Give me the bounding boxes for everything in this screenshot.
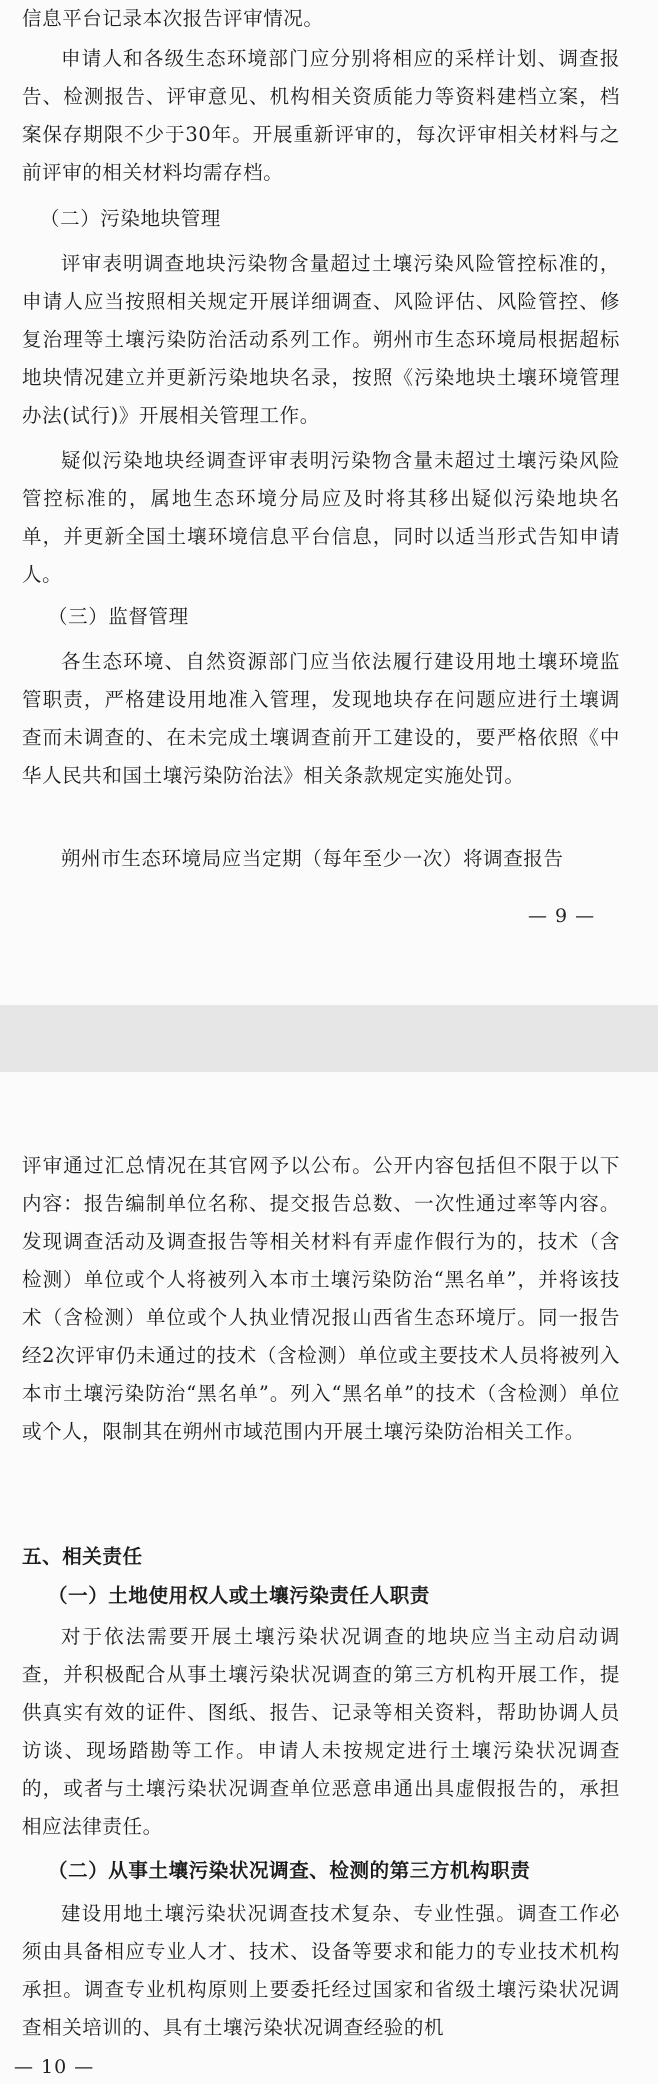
document-page-9	[0, 0, 658, 1005]
paragraph-responsibility-1: 对于依法需要开展土壤污染状况调查的地块应当主动启动调查，并积极配合从事土壤污染状况调查的第三方机构开展工作，提供真实有效的证件、图纸、报告、记录等相关资料，帮助协调人员访谈、现场踏勘等工作。申请人未按规定进行土壤污染状况调查的，或者与土壤污染状况调查单位恶意串通出具虚假报告的，承担相应法律责任。	[22, 1625, 620, 1838]
paragraph-supervision: 各生态环境、自然资源部门应当依法履行建设用地土壤环境监管职责，严格建设用地准入管理，发现地块存在问题应进行土壤调查而未调查的、在未完成土壤调查前开工建设的，要严格依照《中华人民共和国土壤污染防治法》相关条款规定实施处罚。	[22, 650, 620, 787]
paragraph-archive: 申请人和各级生态环境部门应分别将相应的采样计划、调查报告、检测报告、评审意见、机构相关资质能力等资料建档立案，档案保存期限不少于30年。开展重新评审的，每次评审相关材料与之前评审的相关材料均需存档。	[22, 47, 620, 184]
heading-responsibility-2: （二）从事土壤污染状况调查、检测的第三方机构职责	[48, 1859, 531, 1882]
paragraph-platform-record: 信息平台记录本次报告评审情况。	[22, 7, 324, 30]
heading-responsibility-1: （一）土地使用权人或土壤污染责任人职责	[48, 1584, 430, 1607]
heading-supervision: （三）监督管理	[48, 605, 189, 628]
page-number: — 10 —	[14, 2056, 95, 2078]
page-number: — 9 —	[528, 905, 596, 927]
paragraph-pollution-1: 评审表明调查地块污染物含量超过土壤污染风险管控标准的，申请人应当按照相关规定开展详细调查、风险评估、风险管控、修复治理等土壤污染防治活动系列工作。朔州市生态环境局根据超标地块情况建立并更新污染地块名录，按照《污染地块土壤环境管理办法(试行)》开展相关管理工作。	[22, 252, 620, 427]
paragraph-publish: 评审通过汇总情况在其官网予以公布。公开内容包括但不限于以下内容：报告编制单位名称、提交报告总数、一次性通过率等内容。发现调查活动及调查报告等相关材料有弄虚作假行为的，技术（含检测）单位或个人将被列入本市土壤污染防治“黑名单”，并将该技术（含检测）单位或个人执业情况报山西省生态环境厅。同一报告经2次评审仍未通过的技术（含检测）单位或主要技术人员将被列入本市土壤污染防治“黑名单”。列入“黑名单”的技术（含检测）单位或个人，限制其在朔州市域范围内开展土壤污染防治相关工作。	[22, 1154, 620, 1443]
heading-section-5: 五、相关责任	[22, 1545, 143, 1568]
document-page-10	[0, 1072, 658, 2084]
heading-pollution-management: （二）污染地块管理	[40, 207, 221, 230]
paragraph-pollution-2: 疑似污染地块经调查评审表明污染物含量未超过土壤污染风险管控标准的，属地生态环境分局应及时将其移出疑似污染地块名单，并更新全国土壤环境信息平台信息，同时以适当形式告知申请人。	[22, 449, 620, 586]
paragraph-report: 朔州市生态环境局应当定期（每年至少一次）将调查报告	[61, 847, 564, 870]
paragraph-responsibility-2: 建设用地土壤污染状况调查技术复杂、专业性强。调查工作必须由具备相应专业人才、技术、设备等要求和能力的专业技术机构承担。调查专业机构原则上要委托经过国家和省级土壤污染状况调查相关培训的、具有土壤污染状况调查经验的机	[22, 1902, 620, 2039]
